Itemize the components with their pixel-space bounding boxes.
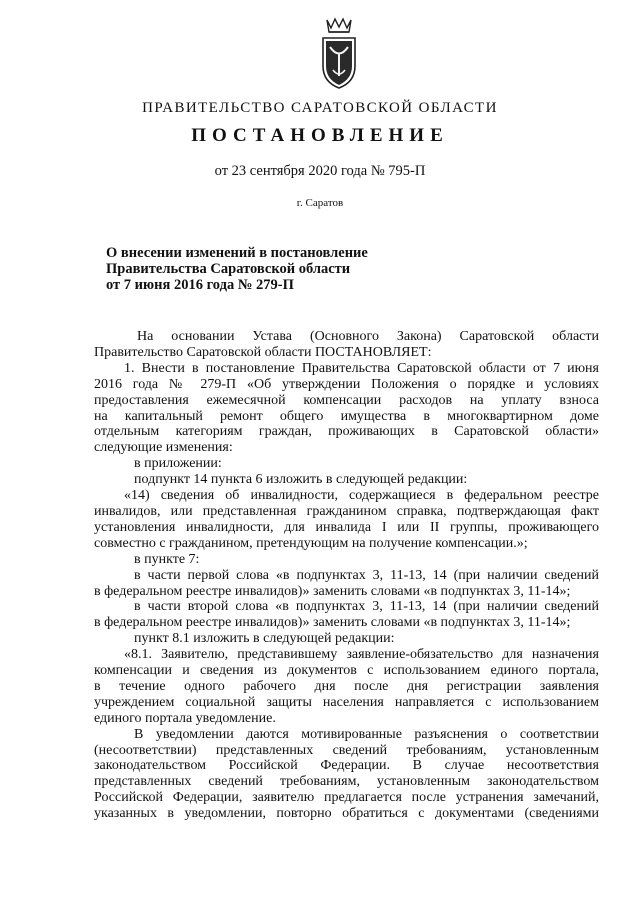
body-line: установления инвалидности, для инвалида I или II группы, проживающего <box>94 519 599 535</box>
body-line: законодательством Российской Федерации. В случае несоответствия <box>94 758 599 774</box>
document-body <box>94 329 599 822</box>
body-line: следующие изменения: <box>94 440 233 456</box>
body-line: совместно с гражданином, претендующим на получение компенсации.»; <box>94 535 528 551</box>
body-line: пункт 8.1 изложить в следующей редакции: <box>134 631 395 647</box>
body-line: в течение одного рабочего дня после дня регистрации заявления <box>94 678 599 694</box>
body-line: (несоответствии) представленных сведений требованиям, установленным <box>94 742 599 758</box>
body-line: 2016 года № 279-П «Об утверждении Положения о порядке и условиях <box>94 376 599 392</box>
document-type: ПОСТАНОВЛЕНИЕ <box>191 125 449 146</box>
body-line: В уведомлении даются мотивированные разъяснения о соответствии <box>134 726 599 742</box>
subject-line: от 7 июня 2016 года № 279-П <box>106 277 294 293</box>
body-line: в части первой слова «в подпунктах 3, 11-13, 14 (при наличии сведений <box>134 567 599 583</box>
body-line: Российской Федерации, заявителю предлагается после устранения замечаний, <box>94 790 599 806</box>
body-line: инвалидов, или представленная гражданином справка, подтверждающая факт <box>94 503 599 519</box>
body-line: «14) сведения об инвалидности, содержащиеся в федеральном реестре <box>124 488 599 504</box>
body-line: предоставления ежемесячной компенсации расходов на уплату взноса <box>94 392 599 408</box>
subject-line: Правительства Саратовской области <box>106 261 351 277</box>
body-line: в федеральном реестре инвалидов)» заменить словами «в подпунктах 3, 11-14»; <box>94 615 571 631</box>
body-line: учреждением социальной защиты населения направляется с использованием <box>94 694 599 710</box>
subject-line: О внесении изменений в постановление <box>106 245 368 261</box>
government-name: ПРАВИТЕЛЬСТВО САРАТОВСКОЙ ОБЛАСТИ <box>142 100 498 116</box>
body-line: на капитальный ремонт общего имущества в многоквартирном доме <box>94 408 599 424</box>
body-line: компенсации и сведения из документов с использованием единого портала, <box>94 663 599 679</box>
body-line: в федеральном реестре инвалидов)» заменить словами «в подпунктах 3, 11-14»; <box>94 583 571 599</box>
body-line: в пункте 7: <box>134 551 200 567</box>
body-line: 1. Внести в постановление Правительства Саратовской области от 7 июня <box>124 360 599 376</box>
body-line: представленных сведений требованиям, установленным законодательством <box>94 774 599 790</box>
body-line: отдельным категориям граждан, проживающих в Саратовской области» <box>94 424 599 440</box>
document-subject <box>106 245 368 293</box>
document-date-number: от 23 сентября 2020 года № 795-П <box>214 163 426 179</box>
body-line: На основании Устава (Основного Закона) Саратовской области <box>137 329 599 344</box>
body-line: в приложении: <box>134 456 222 472</box>
body-line: подпункт 14 пункта 6 изложить в следующей редакции: <box>134 472 468 488</box>
document-city: г. Саратов <box>296 197 344 209</box>
body-line: Правительство Саратовской области ПОСТАНОВЛЯЕТ: <box>94 344 432 360</box>
saratov-coat-of-arms-icon <box>317 14 361 90</box>
body-line: указанных в уведомлении, повторно обратиться с документами (сведениями <box>94 806 599 822</box>
body-line: в части второй слова «в подпунктах 3, 11-13, 14 (при наличии сведений <box>134 599 599 615</box>
body-line: единого портала уведомление. <box>94 710 276 726</box>
body-line: «8.1. Заявителю, представившему заявление-обязательство для назначения <box>124 647 599 663</box>
